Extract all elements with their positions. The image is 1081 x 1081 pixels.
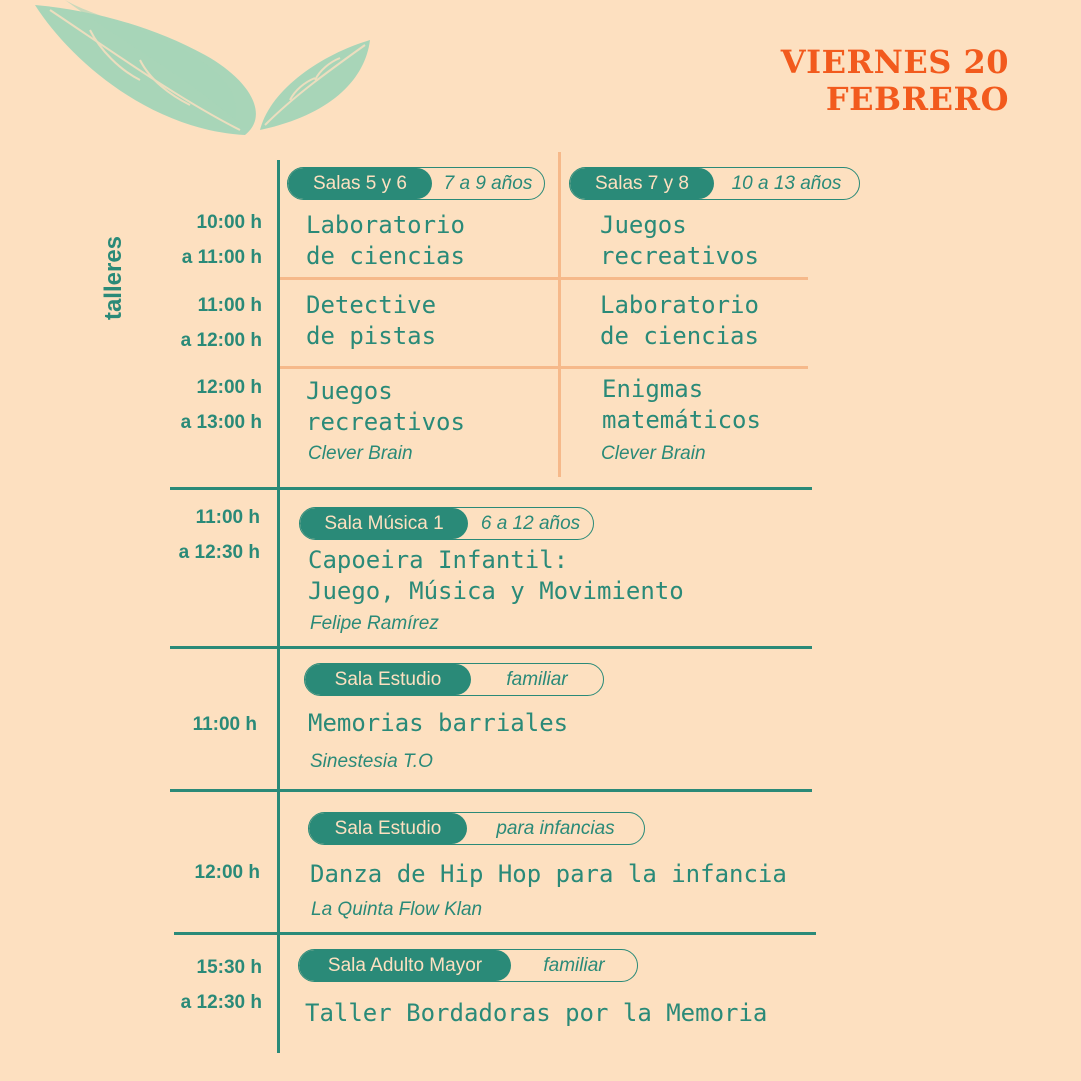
title-line: de pistas — [306, 322, 437, 350]
facilitator-name: Clever Brain — [308, 443, 413, 464]
time-range — [142, 205, 262, 275]
column-divider — [558, 152, 561, 477]
facilitator-name: Felipe Ramírez — [310, 613, 439, 634]
time-end: a 12:00 h — [180, 330, 262, 351]
time-start: 15:30 h — [196, 957, 262, 978]
workshop-title — [602, 374, 761, 436]
workshop-title — [600, 290, 759, 352]
workshop-title: Danza de Hip Hop para la infancia — [310, 860, 787, 888]
time-end: a 11:00 h — [181, 247, 262, 268]
room-pill-sala-adulto-mayor — [298, 949, 638, 982]
room-label: Sala Adulto Mayor — [299, 950, 511, 981]
workshop-title — [306, 210, 465, 272]
title-line: Juego, Música y Movimiento — [308, 577, 684, 605]
facilitator-name: La Quinta Flow Klan — [311, 899, 483, 920]
title-line: Enigmas — [602, 375, 704, 403]
workshop-title — [308, 545, 684, 607]
room-pill-sala-musica — [299, 507, 594, 540]
room-pill-sala-estudio — [308, 812, 645, 845]
title-line: de ciencias — [306, 242, 465, 270]
title-line: Juegos — [306, 377, 393, 405]
time-start: 12:00 h — [196, 377, 262, 398]
room-label: Sala Música 1 — [300, 508, 468, 539]
room-pill-salas-5-6 — [287, 167, 545, 200]
time-label: 12:00 h — [194, 862, 260, 883]
title-line: matemáticos — [602, 406, 761, 434]
workshop-title — [306, 376, 465, 438]
date-day: VIERNES 20 — [780, 43, 1009, 81]
section-divider — [170, 646, 812, 649]
title-line: Laboratorio — [306, 211, 465, 239]
time-range — [140, 500, 260, 570]
age-label: familiar — [506, 668, 568, 690]
row-divider — [280, 277, 808, 280]
facilitator-name: Clever Brain — [601, 443, 706, 464]
time-end: a 12:30 h — [180, 992, 262, 1013]
section-divider — [174, 932, 816, 935]
age-label: 7 a 9 años — [443, 172, 533, 194]
section-divider — [170, 487, 812, 490]
title-line: Juegos — [600, 211, 687, 239]
section-divider — [170, 789, 812, 792]
title-line: Capoeira Infantil: — [308, 546, 569, 574]
age-label: familiar — [543, 954, 605, 976]
title-line: Detective — [306, 291, 437, 319]
time-end: a 13:00 h — [180, 412, 262, 433]
leaves-decoration-icon — [30, 0, 380, 145]
time-end: a 12:30 h — [178, 542, 260, 563]
workshop-title: Memorias barriales — [308, 709, 569, 737]
time-start: 11:00 h — [197, 295, 262, 316]
title-line: recreativos — [306, 408, 465, 436]
room-label: Sala Estudio — [309, 813, 467, 844]
facilitator-name: Sinestesia T.O — [310, 751, 433, 772]
time-range — [142, 370, 262, 440]
title-line: Laboratorio — [600, 291, 759, 319]
age-label: 10 a 13 años — [731, 172, 842, 194]
age-label: para infancias — [496, 817, 615, 839]
row-divider — [280, 366, 808, 369]
section-label-text: talleres — [100, 235, 127, 321]
age-label: 6 a 12 años — [480, 512, 581, 534]
date-month: FEBRERO — [825, 80, 1009, 118]
time-label: 11:00 h — [192, 714, 257, 735]
room-label: Salas 7 y 8 — [570, 168, 714, 199]
time-range — [142, 950, 262, 1020]
room-pill-sala-estudio — [304, 663, 604, 696]
room-pill-salas-7-8 — [569, 167, 860, 200]
room-label: Salas 5 y 6 — [288, 168, 432, 199]
workshop-title: Taller Bordadoras por la Memoria — [305, 999, 768, 1027]
timeline-vertical-line — [277, 160, 280, 1053]
room-label: Sala Estudio — [305, 664, 471, 695]
time-start: 11:00 h — [195, 507, 260, 528]
time-start: 10:00 h — [196, 212, 262, 233]
time-range — [142, 288, 262, 358]
title-line: recreativos — [600, 242, 759, 270]
date-heading — [781, 44, 1009, 118]
section-label — [96, 222, 132, 334]
title-line: de ciencias — [600, 322, 759, 350]
workshop-title — [306, 290, 436, 352]
workshop-title — [600, 210, 759, 272]
